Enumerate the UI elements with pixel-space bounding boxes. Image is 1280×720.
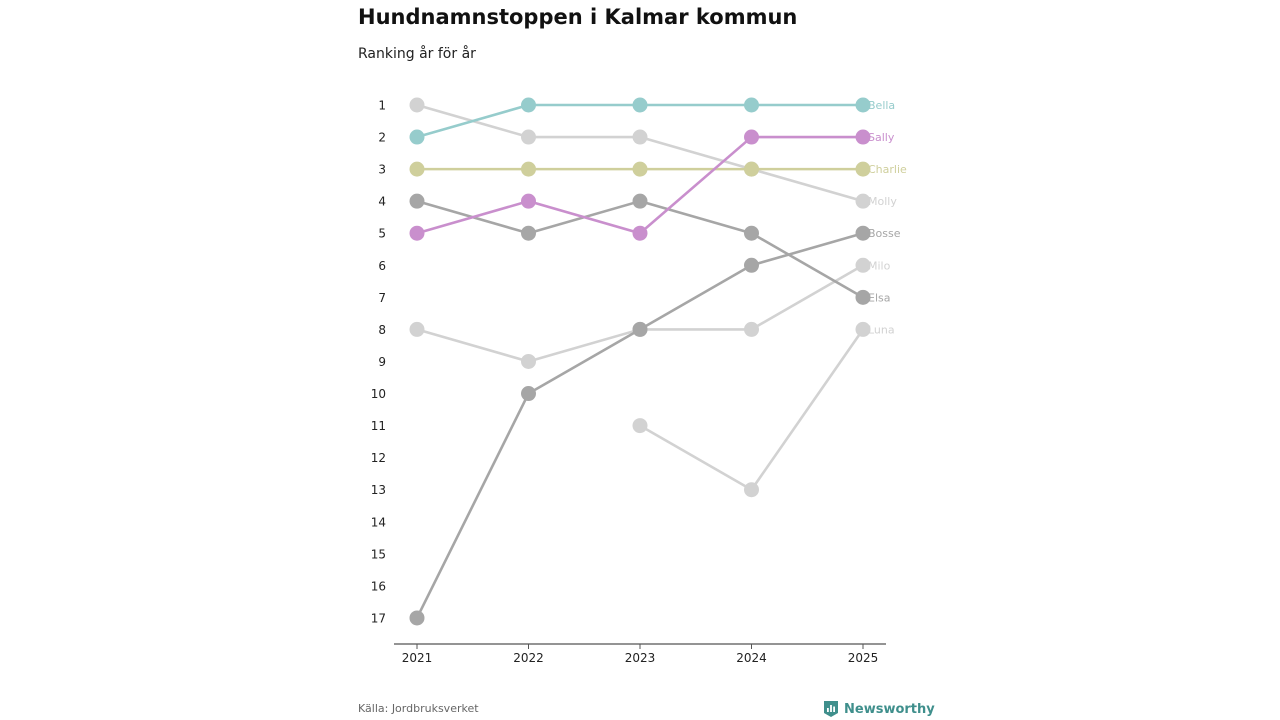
x-tick-label: 2022 bbox=[513, 651, 544, 665]
data-point bbox=[410, 194, 425, 209]
series-label: Luna bbox=[868, 323, 895, 337]
data-point bbox=[633, 98, 648, 113]
data-point bbox=[410, 162, 425, 177]
data-point bbox=[521, 194, 536, 209]
data-point bbox=[521, 386, 536, 401]
source-note: Källa: Jordbruksverket bbox=[358, 702, 479, 715]
data-point bbox=[633, 130, 648, 145]
data-point bbox=[521, 98, 536, 113]
x-tick-label: 2025 bbox=[847, 651, 879, 665]
chart-title: Hundnamnstoppen i Kalmar kommun bbox=[358, 5, 798, 29]
data-point bbox=[744, 322, 759, 337]
series-label: Bella bbox=[868, 99, 896, 112]
y-tick-label: 6 bbox=[378, 258, 386, 273]
series-line bbox=[640, 329, 863, 489]
data-point bbox=[744, 98, 759, 113]
data-point bbox=[633, 322, 648, 337]
series-line bbox=[417, 265, 863, 361]
brand-name: Newsworthy bbox=[844, 701, 935, 717]
data-point bbox=[633, 418, 648, 433]
series-layer bbox=[410, 98, 908, 626]
data-point bbox=[633, 226, 648, 241]
chart-subtitle: Ranking år för år bbox=[358, 46, 476, 62]
y-tick-label: 17 bbox=[370, 611, 386, 626]
series-label: Milo bbox=[868, 259, 891, 273]
series-label: Bosse bbox=[868, 227, 901, 241]
data-point bbox=[410, 226, 425, 241]
y-tick-label: 9 bbox=[378, 354, 386, 369]
data-point bbox=[410, 130, 425, 145]
series-molly bbox=[410, 98, 898, 209]
data-point bbox=[410, 610, 425, 625]
data-point bbox=[744, 482, 759, 497]
y-tick-label: 8 bbox=[378, 322, 386, 337]
y-tick-label: 1 bbox=[378, 98, 386, 113]
data-point bbox=[410, 98, 425, 113]
brand-logo[interactable] bbox=[823, 700, 935, 718]
data-point bbox=[521, 130, 536, 145]
y-tick-label: 12 bbox=[370, 451, 386, 466]
y-tick-label: 4 bbox=[378, 194, 386, 209]
y-tick-label: 13 bbox=[370, 483, 386, 498]
x-tick-label: 2024 bbox=[736, 651, 767, 665]
y-tick-label: 11 bbox=[370, 419, 386, 434]
x-axis bbox=[394, 644, 886, 665]
series-label: Molly bbox=[868, 195, 897, 209]
series-milo bbox=[410, 258, 891, 369]
y-tick-label: 10 bbox=[370, 387, 386, 402]
series-line bbox=[417, 137, 863, 233]
data-point bbox=[744, 258, 759, 273]
data-point bbox=[744, 130, 759, 145]
y-tick-label: 2 bbox=[378, 130, 386, 145]
y-tick-label: 5 bbox=[378, 226, 386, 241]
data-point bbox=[521, 162, 536, 177]
bar-chart-logo-icon bbox=[823, 700, 839, 718]
series-label: Sally bbox=[868, 131, 895, 145]
series-luna bbox=[633, 322, 895, 497]
y-tick-label: 15 bbox=[370, 547, 386, 562]
series-label: Elsa bbox=[868, 291, 891, 305]
x-tick-label: 2023 bbox=[624, 651, 656, 665]
y-axis-ticks bbox=[371, 99, 386, 626]
y-tick-label: 3 bbox=[378, 162, 386, 177]
y-tick-label: 7 bbox=[378, 290, 386, 305]
y-tick-label: 16 bbox=[370, 579, 386, 594]
data-point bbox=[633, 194, 648, 209]
series-line bbox=[417, 201, 863, 297]
series-label: Charlie bbox=[868, 163, 907, 177]
series-sally bbox=[410, 130, 895, 241]
data-point bbox=[521, 226, 536, 241]
data-point bbox=[521, 354, 536, 369]
x-tick-label: 2021 bbox=[401, 651, 433, 665]
data-point bbox=[744, 226, 759, 241]
data-point bbox=[410, 322, 425, 337]
y-tick-label: 14 bbox=[370, 515, 386, 530]
series-charlie bbox=[410, 162, 908, 177]
data-point bbox=[744, 162, 759, 177]
series-line bbox=[417, 105, 863, 201]
data-point bbox=[633, 162, 648, 177]
series-elsa bbox=[410, 194, 891, 305]
